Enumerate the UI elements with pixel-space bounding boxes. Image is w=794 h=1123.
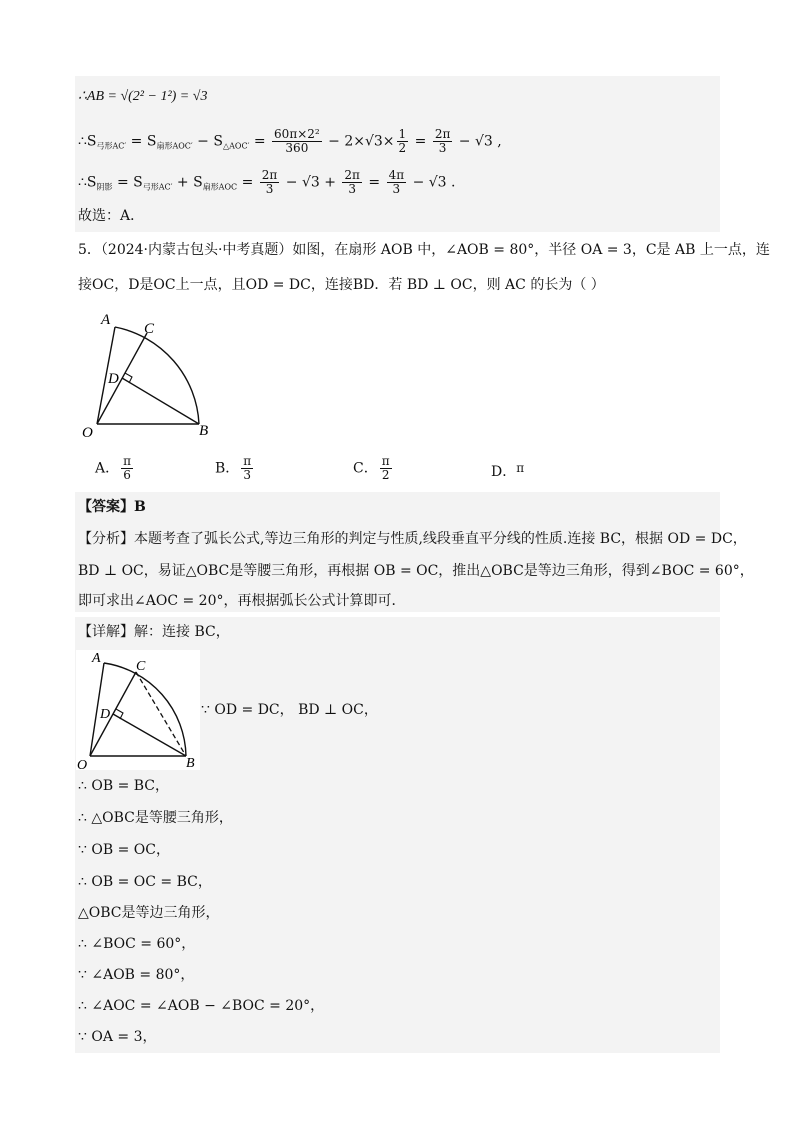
prev-line-3: $\therefore S_{阴影} = S_{弓形AC'} + S_{扇形AOC}$ = $\frac{2\pi}{3}$ − √3 + $\frac{2\pi}{3}$ = $\frac{4\pi}{3}$ − √3 .	[78, 168, 456, 196]
detail-step: ∵ ∠AOB = 80°，	[78, 967, 195, 983]
analysis-line-2: BD ⊥ OC，易证△OBC是等腰三角形，再根据 OB = OC，推出△OBC是等边三角形，得到∠BOC = 60°，	[78, 563, 754, 579]
option-d: D．π	[491, 461, 525, 480]
prev-line-2: $\therefore S_{弓形AC'} = S_{扇形AOC'} - S_{\triangle AOC'}$ = $\frac{\text{60π×2²}}{360}$ − 2×√3× $\frac{1}{2}$ = $\frac{2\pi}{3}$ − √3 ,	[78, 127, 502, 155]
detail-beside-figure: ∵ OD = DC， BD ⊥ OC，	[201, 702, 378, 718]
prev-choice: 故选：A．	[78, 208, 145, 224]
detail-step: ∴ OB = OC = BC，	[78, 874, 212, 890]
label-C: C	[144, 321, 155, 337]
option-b: B． $\frac{\pi}{3}$	[215, 454, 252, 482]
question-line-2: 接OC，D是OC上一点，且OD = DC，连接BD．若 BD ⊥ OC，则 AC 的长为（ ）	[78, 277, 605, 293]
detail-label-D: D	[100, 707, 111, 722]
arc-AB	[115, 327, 199, 424]
detail-figure	[76, 650, 200, 770]
detail-step: ∴ △OBC是等腰三角形，	[78, 810, 233, 826]
detail-heading: 【详解】解：连接 BC，	[78, 624, 230, 640]
question-line-1: 5．（2024·内蒙古包头·中考真题）如图，在扇形 AOB 中，∠AOB = 80°，半径 OA = 3，C是 AB 上一点，连	[78, 242, 770, 258]
segment-BD	[122, 378, 199, 424]
analysis-line-3: 即可求出∠AOC = 20°，再根据弧长公式计算即可．	[78, 593, 406, 609]
option-a: A． $\frac{\pi}{6}$	[95, 454, 132, 482]
label-B: B	[199, 423, 209, 439]
detail-label-A: A	[92, 651, 101, 666]
detail-label-C: C	[136, 659, 146, 674]
detail-step: ∵ OB = OC，	[78, 842, 170, 858]
label-A: A	[101, 312, 111, 328]
detail-step: ∴ ∠AOC = ∠AOB − ∠BOC = 20°，	[78, 998, 325, 1014]
detail-step: ∵ OA = 3，	[78, 1029, 157, 1045]
detail-label-O: O	[77, 758, 88, 770]
detail-step: ∴ OB = BC，	[78, 778, 170, 794]
answer-label: 【答案】B	[78, 499, 146, 515]
detail-label-B: B	[186, 756, 195, 770]
detail-step: ∴ ∠BOC = 60°，	[78, 936, 196, 952]
option-c: C． $\frac{\pi}{2}$	[353, 454, 390, 482]
sector-figure	[78, 308, 218, 443]
label-O: O	[82, 425, 93, 441]
detail-step: △OBC是等边三角形，	[78, 905, 220, 921]
analysis-line-1: 【分析】本题考查了弧长公式,等边三角形的判定与性质,线段垂直平分线的性质.连接 BC，根据 OD = DC，	[78, 531, 747, 547]
prev-line-1: ∴AB = √(2² − 1²) = √3	[78, 89, 208, 104]
label-D: D	[108, 371, 119, 387]
